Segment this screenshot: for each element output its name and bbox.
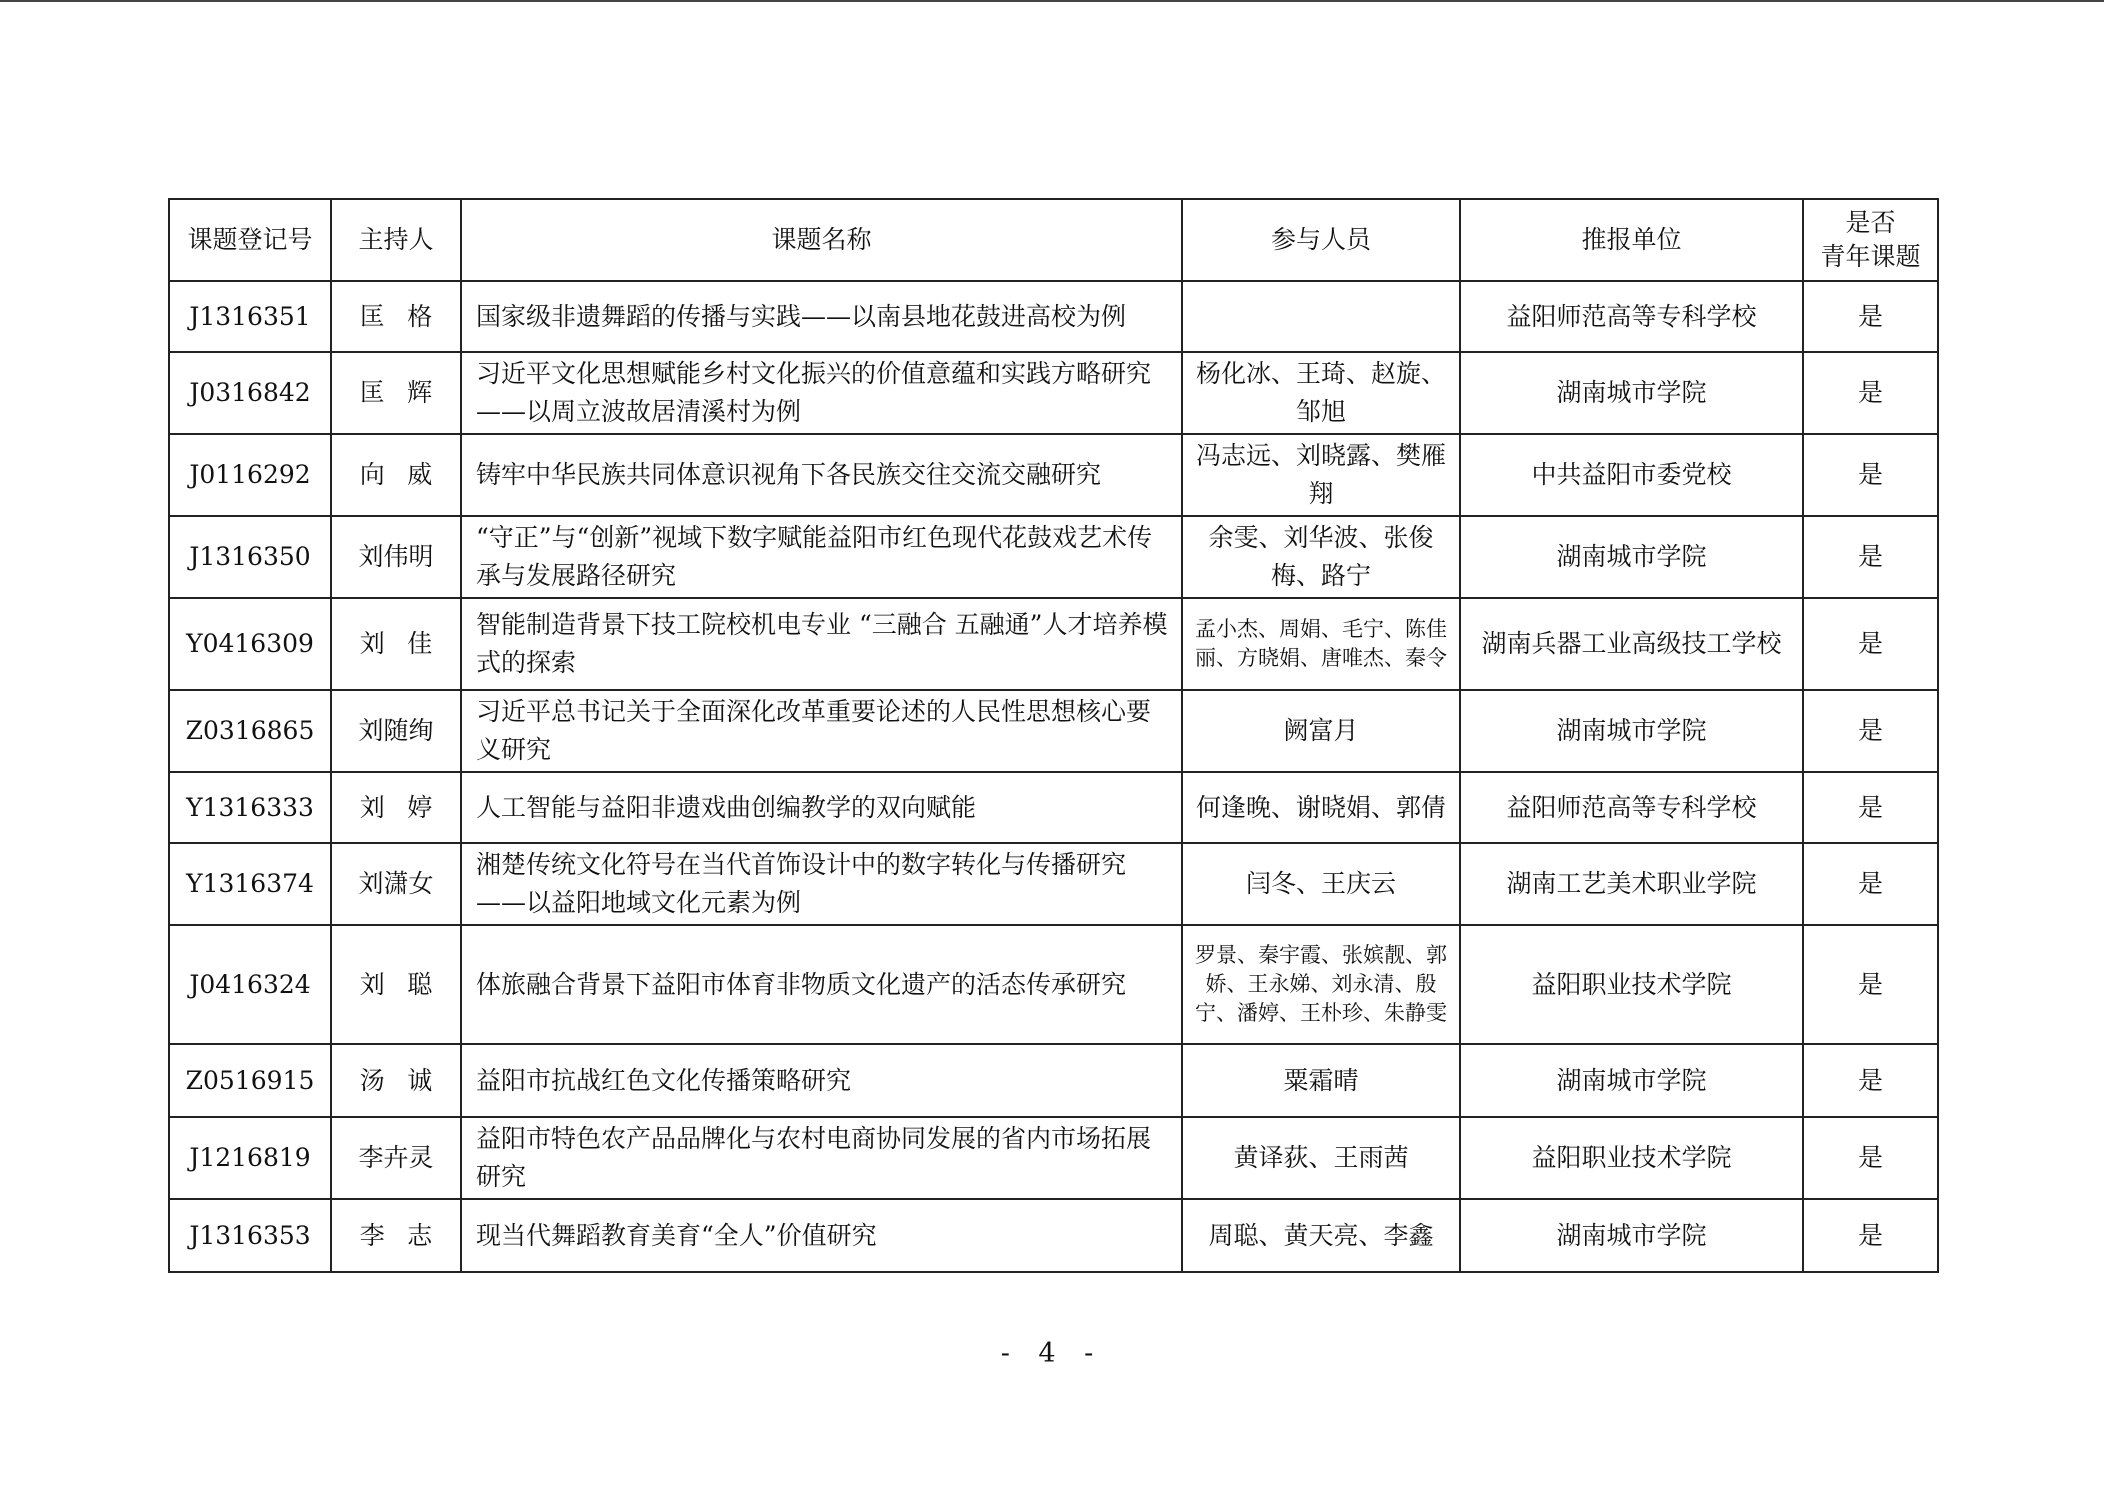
cell-youth-project: 是 <box>1803 925 1938 1044</box>
header-youth-line1: 是否 <box>1845 208 1896 237</box>
cell-participants: 余雯、刘华波、张俊梅、路宁 <box>1182 516 1460 598</box>
cell-registration-number: Y1316374 <box>169 843 331 925</box>
cell-recommending-unit: 湖南城市学院 <box>1460 516 1803 598</box>
cell-host <box>331 772 461 843</box>
cell-project-title: 体旅融合背景下益阳市体育非物质文化遗产的活态传承研究 <box>461 925 1182 1044</box>
header-project-title: 课题名称 <box>461 199 1182 281</box>
cell-youth-project: 是 <box>1803 281 1938 352</box>
host-name: 匡辉 <box>359 378 455 407</box>
table-row <box>169 516 1938 598</box>
cell-recommending-unit: 益阳职业技术学院 <box>1460 1117 1803 1199</box>
cell-recommending-unit: 湖南工艺美术职业学院 <box>1460 843 1803 925</box>
cell-project-title: 智能制造背景下技工院校机电专业 “三融合 五融通”人才培养模式的探索 <box>461 598 1182 690</box>
cell-youth-project: 是 <box>1803 1117 1938 1199</box>
cell-recommending-unit: 益阳师范高等专科学校 <box>1460 772 1803 843</box>
cell-youth-project: 是 <box>1803 1044 1938 1117</box>
host-name: 刘婷 <box>359 792 455 822</box>
cell-youth-project: 是 <box>1803 516 1938 598</box>
cell-participants: 闫冬、王庆云 <box>1182 843 1460 925</box>
project-registry-table <box>168 198 1939 1273</box>
cell-youth-project: 是 <box>1803 772 1938 843</box>
cell-participants: 罗景、秦宇霞、张嫔靓、郭娇、王永娣、刘永清、殷宁、潘婷、王朴珍、朱静雯 <box>1182 925 1460 1044</box>
host-name: 李志 <box>359 1220 455 1250</box>
cell-project-title: “守正”与“创新”视域下数字赋能益阳市红色现代花鼓戏艺术传承与发展路径研究 <box>461 516 1182 598</box>
cell-youth-project: 是 <box>1803 598 1938 690</box>
header-youth-project <box>1803 199 1938 281</box>
cell-host <box>331 925 461 1044</box>
cell-project-title: 现当代舞蹈教育美育“全人”价值研究 <box>461 1199 1182 1272</box>
cell-youth-project: 是 <box>1803 843 1938 925</box>
table-row <box>169 434 1938 516</box>
cell-host: 刘潇女 <box>331 843 461 925</box>
table-row <box>169 843 1938 925</box>
cell-project-title: 铸牢中华民族共同体意识视角下各民族交往交流交融研究 <box>461 434 1182 516</box>
host-name: 刘佳 <box>359 629 455 658</box>
cell-host <box>331 352 461 434</box>
cell-project-title: 益阳市抗战红色文化传播策略研究 <box>461 1044 1182 1117</box>
cell-project-title: 湘楚传统文化符号在当代首饰设计中的数字转化与传播研究——以益阳地域文化元素为例 <box>461 843 1182 925</box>
cell-project-title: 习近平总书记关于全面深化改革重要论述的人民性思想核心要义研究 <box>461 690 1182 772</box>
cell-registration-number: J0316842 <box>169 352 331 434</box>
host-name: 汤诚 <box>359 1065 455 1095</box>
cell-participants: 冯志远、刘晓露、樊雁翔 <box>1182 434 1460 516</box>
cell-participants: 孟小杰、周娟、毛宁、陈佳丽、方晓娟、唐唯杰、秦令 <box>1182 598 1460 690</box>
cell-registration-number: J1316350 <box>169 516 331 598</box>
table-row <box>169 925 1938 1044</box>
cell-recommending-unit: 湖南城市学院 <box>1460 690 1803 772</box>
table-row <box>169 598 1938 690</box>
cell-participants: 周聪、黄天亮、李鑫 <box>1182 1199 1460 1272</box>
cell-project-title: 国家级非遗舞蹈的传播与实践——以南县地花鼓进高校为例 <box>461 281 1182 352</box>
cell-registration-number: J1216819 <box>169 1117 331 1199</box>
header-recommending-unit: 推报单位 <box>1460 199 1803 281</box>
header-host: 主持人 <box>331 199 461 281</box>
cell-host <box>331 281 461 352</box>
table-row <box>169 281 1938 352</box>
cell-host <box>331 1044 461 1117</box>
cell-participants: 何逢晚、谢晓娟、郭倩 <box>1182 772 1460 843</box>
cell-recommending-unit: 益阳师范高等专科学校 <box>1460 281 1803 352</box>
table-header-row <box>169 199 1938 281</box>
cell-recommending-unit: 湖南兵器工业高级技工学校 <box>1460 598 1803 690</box>
cell-project-title: 习近平文化思想赋能乡村文化振兴的价值意蕴和实践方略研究——以周立波故居清溪村为例 <box>461 352 1182 434</box>
table-row <box>169 352 1938 434</box>
table-row <box>169 690 1938 772</box>
cell-youth-project: 是 <box>1803 1199 1938 1272</box>
cell-registration-number: Z0516915 <box>169 1044 331 1117</box>
page-number: - 4 - <box>1000 1338 1104 1369</box>
cell-participants: 黄译荻、王雨茜 <box>1182 1117 1460 1199</box>
table-row <box>169 1117 1938 1199</box>
cell-project-title: 人工智能与益阳非遗戏曲创编教学的双向赋能 <box>461 772 1182 843</box>
table-row <box>169 1199 1938 1272</box>
cell-recommending-unit: 中共益阳市委党校 <box>1460 434 1803 516</box>
header-participants: 参与人员 <box>1182 199 1460 281</box>
cell-youth-project: 是 <box>1803 690 1938 772</box>
cell-youth-project: 是 <box>1803 352 1938 434</box>
header-youth-line2: 青年课题 <box>1820 242 1921 271</box>
host-name: 刘聪 <box>359 969 455 999</box>
host-name: 向威 <box>359 460 455 489</box>
cell-host: 李卉灵 <box>331 1117 461 1199</box>
cell-host: 刘伟明 <box>331 516 461 598</box>
cell-registration-number: J1316351 <box>169 281 331 352</box>
header-registration-number: 课题登记号 <box>169 199 331 281</box>
cell-registration-number: Z0316865 <box>169 690 331 772</box>
cell-recommending-unit: 湖南城市学院 <box>1460 1199 1803 1272</box>
cell-registration-number: Y0416309 <box>169 598 331 690</box>
table-row <box>169 772 1938 843</box>
cell-host <box>331 434 461 516</box>
cell-participants: 杨化冰、王琦、赵旋、邹旭 <box>1182 352 1460 434</box>
cell-host <box>331 598 461 690</box>
cell-registration-number: J1316353 <box>169 1199 331 1272</box>
cell-host <box>331 1199 461 1272</box>
cell-registration-number: J0116292 <box>169 434 331 516</box>
cell-project-title: 益阳市特色农产品品牌化与农村电商协同发展的省内市场拓展研究 <box>461 1117 1182 1199</box>
cell-host: 刘随绚 <box>331 690 461 772</box>
cell-participants: 阙富月 <box>1182 690 1460 772</box>
table-row <box>169 1044 1938 1117</box>
host-name: 匡格 <box>359 301 455 331</box>
cell-participants <box>1182 281 1460 352</box>
page-top-border <box>0 0 2104 2</box>
cell-participants: 粟霜晴 <box>1182 1044 1460 1117</box>
cell-recommending-unit: 益阳职业技术学院 <box>1460 925 1803 1044</box>
cell-recommending-unit: 湖南城市学院 <box>1460 352 1803 434</box>
cell-registration-number: Y1316333 <box>169 772 331 843</box>
cell-youth-project: 是 <box>1803 434 1938 516</box>
cell-registration-number: J0416324 <box>169 925 331 1044</box>
cell-recommending-unit: 湖南城市学院 <box>1460 1044 1803 1117</box>
